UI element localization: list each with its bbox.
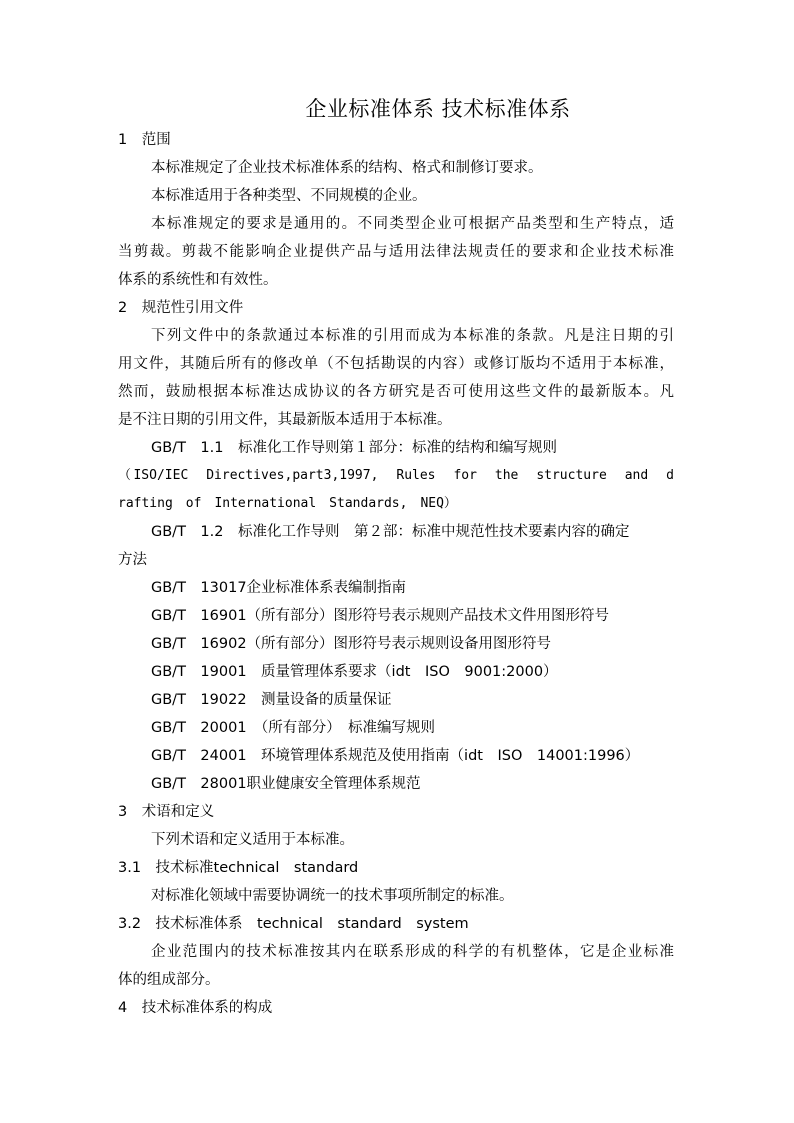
paragraph-line: 本标准规定了企业技术标准体系的结构、格式和制修订要求。	[151, 160, 543, 176]
reference-item-continuation: rafting of International Standards, NEQ）	[118, 496, 457, 511]
reference-item: GB/T 16901（所有部分）图形符号表示规则产品技术文件用图形符号	[151, 608, 610, 624]
term-heading: 3.1 技术标准technical standard	[118, 860, 359, 876]
paragraph-line: 当剪裁。剪裁不能影响企业提供产品与适用法律法规责任的要求和企业技术标准	[118, 244, 674, 260]
term-definition: 企业范围内的技术标准按其内在联系形成的科学的有机整体，它是企业标准	[151, 944, 674, 960]
paragraph-line: 下列术语和定义适用于本标准。	[151, 832, 354, 848]
section-heading-terms: 3 术语和定义	[118, 804, 215, 820]
document-body	[118, 126, 674, 1022]
document-title: 企业标准体系 技术标准体系	[305, 97, 571, 121]
reference-item: GB/T 1.1 标准化工作导则第１部分：标准的结构和编写规则	[151, 440, 557, 456]
paragraph-line: 下列文件中的条款通过本标准的引用而成为本标准的条款。凡是注日期的引	[151, 328, 674, 344]
reference-item-continuation: （ISO/IEC Directives,part3,1997, Rules for the structure and d	[118, 468, 674, 483]
reference-item: GB/T 28001职业健康安全管理体系规范	[151, 776, 421, 792]
reference-item: GB/T 1.2 标准化工作导则 第２部：标准中规范性技术要素内容的确定	[151, 524, 630, 540]
section-heading-normative-references: 2 规范性引用文件	[118, 300, 244, 316]
paragraph-line: 然而，鼓励根据本标准达成协议的各方研究是否可使用这些文件的最新版本。凡	[118, 384, 674, 400]
term-heading: 3.2 技术标准体系 technical standard system	[118, 916, 469, 932]
reference-item: GB/T 19022 测量设备的质量保证	[151, 692, 392, 708]
reference-item: GB/T 19001 质量管理体系要求（idt ISO 9001:2000）	[151, 664, 558, 680]
reference-item-continuation: 方法	[118, 552, 147, 568]
section-heading-scope: 1 范围	[118, 132, 171, 148]
paragraph-line: 用文件，其随后所有的修改单（不包括勘误的内容）或修订版均不适用于本标准，	[118, 356, 674, 372]
reference-item: GB/T 16902（所有部分）图形符号表示规则设备用图形符号	[151, 636, 552, 652]
term-definition: 体的组成部分。	[118, 972, 220, 988]
paragraph-line: 本标准适用于各种类型、不同规模的企业。	[151, 188, 427, 204]
paragraph-line: 体系的系统性和有效性。	[118, 272, 278, 288]
term-definition: 对标准化领域中需要协调统一的技术事项所制定的标准。	[151, 888, 514, 904]
paragraph-line: 是不注日期的引用文件，其最新版本适用于本标准。	[118, 412, 452, 428]
paragraph-line: 本标准规定的要求是通用的。不同类型企业可根据产品类型和生产特点，适	[151, 216, 674, 232]
reference-item: GB/T 13017企业标准体系表编制指南	[151, 580, 407, 596]
reference-item: GB/T 24001 环境管理体系规范及使用指南（idt ISO 14001:1996）	[151, 748, 640, 764]
section-heading-composition: 4 技术标准体系的构成	[118, 1000, 273, 1016]
reference-item: GB/T 20001 （所有部分） 标准编写规则	[151, 720, 436, 736]
